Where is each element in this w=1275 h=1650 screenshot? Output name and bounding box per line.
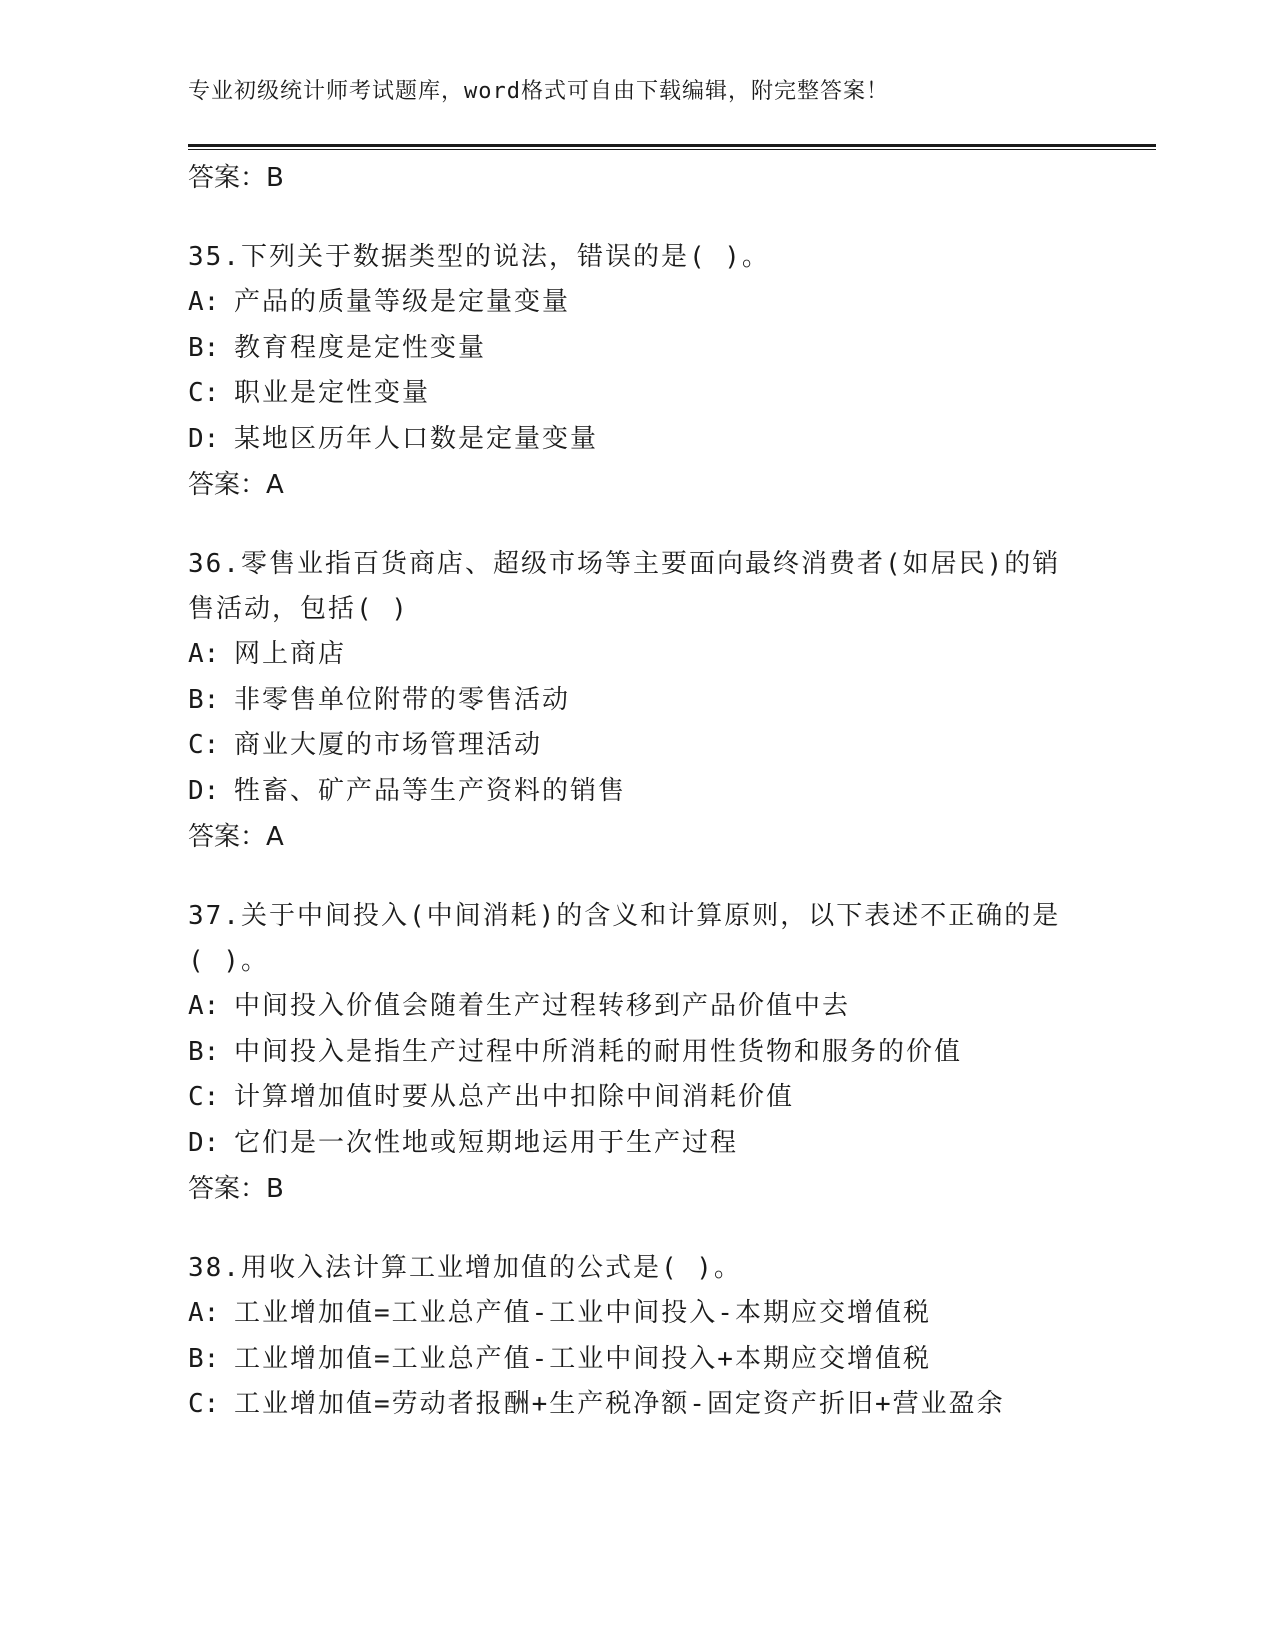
option-key: D: <box>188 1127 220 1158</box>
option-text: 计算增加值时要从总产出中扣除中间消耗价值 <box>234 1082 795 1112</box>
option-a <box>188 1291 1088 1337</box>
option-text: 它们是一次性地或短期地运用于生产过程 <box>234 1127 739 1158</box>
option-c <box>188 1075 1088 1121</box>
option-key: A: <box>188 287 220 317</box>
option-key: D: <box>188 423 220 454</box>
option-b <box>188 1337 1088 1383</box>
option-key: B: <box>188 1036 220 1067</box>
question-stem: 35.下列关于数据类型的说法，错误的是( )。 <box>188 242 770 272</box>
option-a <box>188 632 1088 678</box>
option-text: 商业大厦的市场管理活动 <box>234 730 543 760</box>
question-stem: 38.用收入法计算工业增加值的公式是( )。 <box>188 1253 742 1283</box>
option-d <box>188 1121 1088 1167</box>
option-text: 网上商店 <box>234 639 347 669</box>
previous-answer: 答案：B <box>188 163 284 193</box>
option-b <box>188 326 1088 372</box>
header-divider-thick <box>188 144 1156 147</box>
option-text: 工业增加值=劳动者报酬+生产税净额-固定资产折旧+营业盈余 <box>234 1389 1005 1419</box>
option-text: 中间投入价值会随着生产过程转移到产品价值中去 <box>234 991 851 1021</box>
option-text: 教育程度是定性变量 <box>234 332 487 363</box>
question-35 <box>188 235 1088 508</box>
option-key: C: <box>188 1389 220 1419</box>
option-c <box>188 723 1088 769</box>
option-b <box>188 1030 1088 1076</box>
option-key: C: <box>188 730 220 760</box>
answer: 答案：A <box>188 470 284 500</box>
question-stem-continued: ( )。 <box>188 946 269 976</box>
option-text: 职业是定性变量 <box>234 378 431 408</box>
option-key: C: <box>188 1082 220 1112</box>
option-b <box>188 678 1088 724</box>
question-37 <box>188 894 1088 1212</box>
answer: 答案：A <box>188 822 284 852</box>
page-header-text: 专业初级统计师考试题库，word格式可自由下载编辑，附完整答案！ <box>188 79 889 104</box>
option-d <box>188 769 1088 815</box>
option-text: 某地区历年人口数是定量变量 <box>234 423 599 454</box>
option-key: A: <box>188 991 220 1021</box>
question-38 <box>188 1246 1088 1428</box>
question-stem: 37.关于中间投入(中间消耗)的含义和计算原则，以下表述不正确的是 <box>188 901 1061 931</box>
option-key: D: <box>188 775 220 806</box>
option-text: 非零售单位附带的零售活动 <box>234 684 571 715</box>
question-stem: 36.零售业指百货商店、超级市场等主要面向最终消费者(如居民)的销 <box>188 549 1061 579</box>
option-a <box>188 280 1088 326</box>
option-c <box>188 1382 1088 1428</box>
answer: 答案：B <box>188 1174 284 1204</box>
option-key: A: <box>188 639 220 669</box>
option-key: A: <box>188 1298 220 1328</box>
option-text: 中间投入是指生产过程中所消耗的耐用性货物和服务的价值 <box>234 1036 963 1067</box>
header-divider-thin <box>188 149 1156 150</box>
question-stem-continued: 售活动，包括( ) <box>188 594 409 624</box>
option-c <box>188 371 1088 417</box>
option-text: 工业增加值=工业总产值-工业中间投入+本期应交增值税 <box>234 1343 931 1374</box>
option-text: 工业增加值=工业总产值-工业中间投入-本期应交增值税 <box>234 1298 931 1328</box>
document-body <box>188 155 1088 1428</box>
option-key: B: <box>188 1343 220 1374</box>
option-d <box>188 417 1088 463</box>
option-text: 牲畜、矿产品等生产资料的销售 <box>234 775 627 806</box>
option-text: 产品的质量等级是定量变量 <box>234 287 571 317</box>
option-key: C: <box>188 378 220 408</box>
question-36 <box>188 542 1088 860</box>
option-a <box>188 984 1088 1030</box>
option-key: B: <box>188 684 220 715</box>
option-key: B: <box>188 332 220 363</box>
